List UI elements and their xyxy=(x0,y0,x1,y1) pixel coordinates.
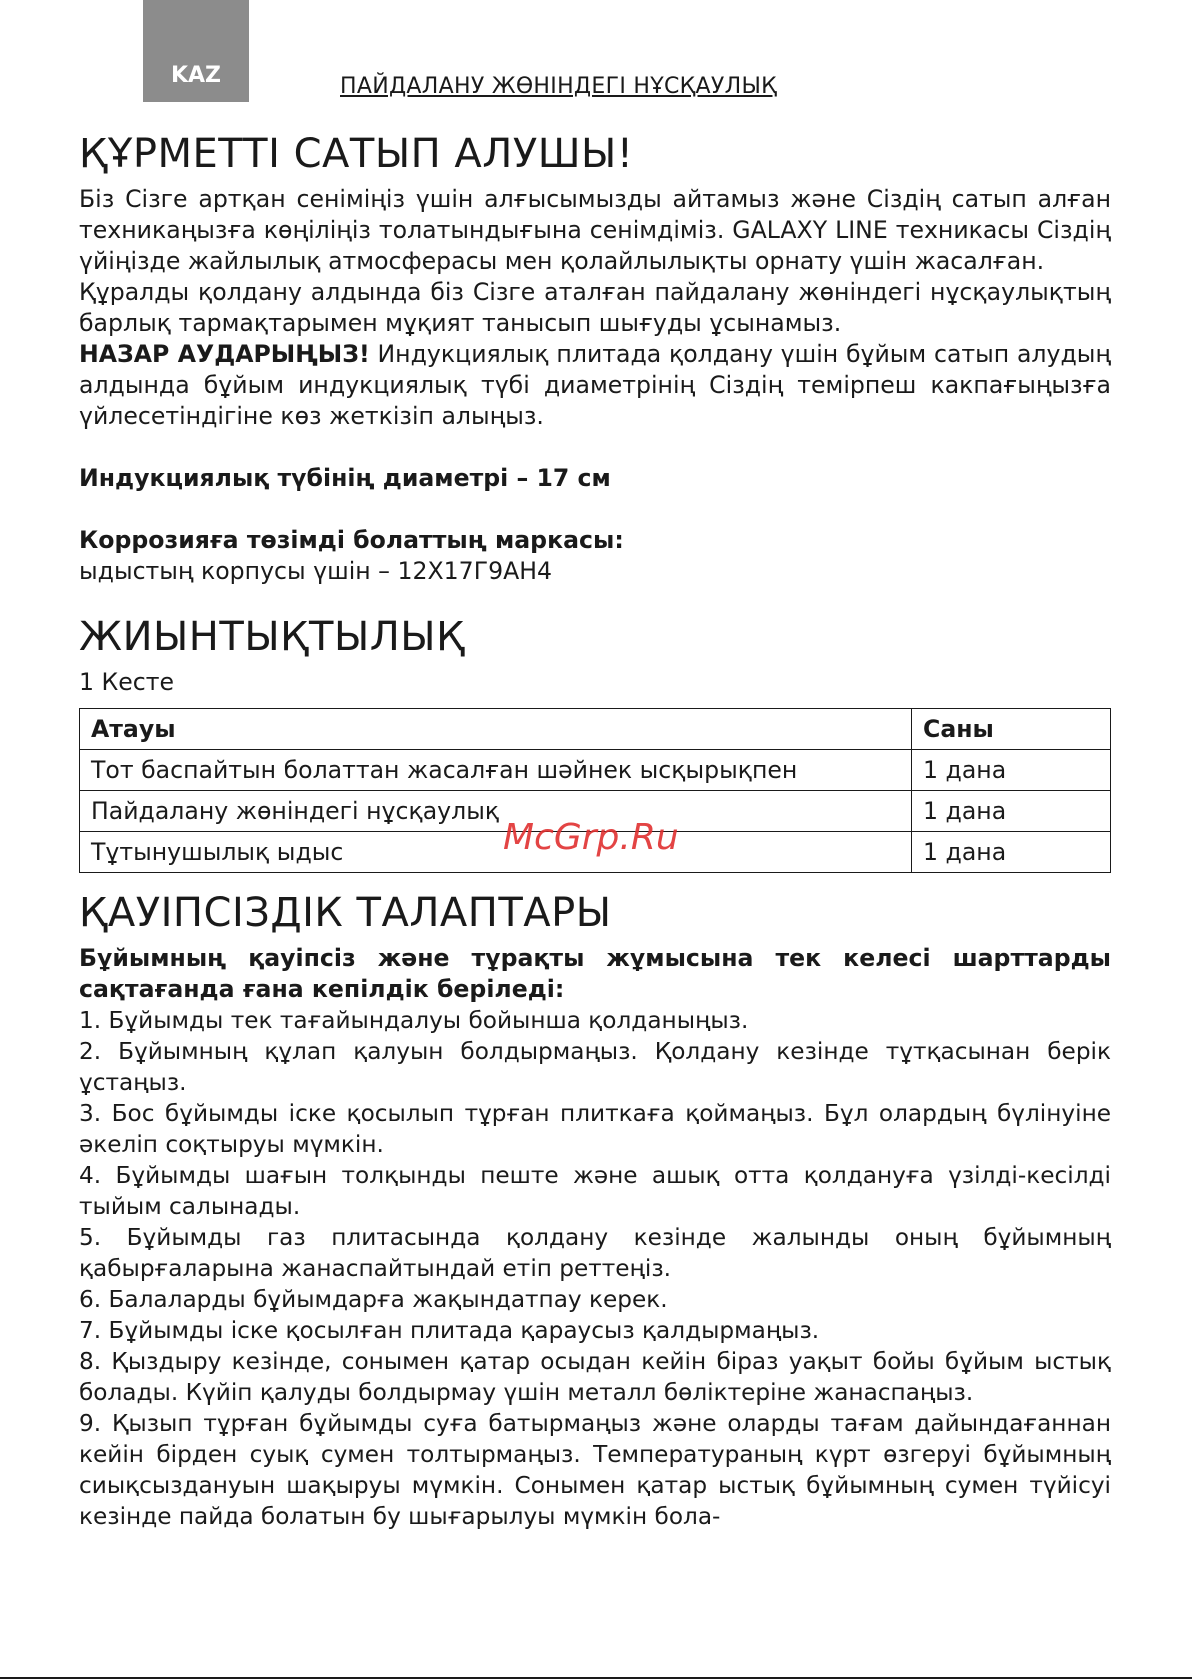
item-name: Тот баспайтын болаттан жасалған шәйнек ысқырықпен xyxy=(80,750,912,791)
list-item: 7. Бұйымды іске қосылған плитада қараусыз қалдырмаңыз. xyxy=(79,1317,820,1344)
item-quantity: 1 дана xyxy=(912,791,1111,832)
safety-heading: ҚАУІПСІЗДІК ТАЛАПТАРЫ xyxy=(79,890,612,936)
read-manual-paragraph: Құралды қолдану алдында біз Сізге аталған пайдалану жөніндегі нұсқаулықтың барлық тармақтарымен мұқият танысып шығуды ұсынамыз. xyxy=(79,278,1111,337)
item-name: Пайдалану жөніндегі нұсқаулық xyxy=(80,791,912,832)
greeting-heading: ҚҰРМЕТТІ САТЫП АЛУШЫ! xyxy=(79,131,634,177)
list-item: 2. Бұйымның құлап қалуын болдырмаңыз. Қолдану кезінде тұтқасынан берік ұстаңыз. xyxy=(79,1038,1111,1096)
list-item: 1. Бұйымды тек тағайындалуы бойынша қолданыңыз. xyxy=(79,1007,749,1034)
column-quantity-header: Саны xyxy=(912,709,1111,750)
item-quantity: 1 дана xyxy=(912,832,1111,873)
list-item: 9. Қызып тұрған бұйымды суға батырмаңыз және оларды тағам дайындағаннан кейін бірден суық сумен толтырмаңыз. Температураның күрт өзгеруі бұйымның сиықсыздануын шақыруы мүмкін. Сонымен қатар ыстық бұйымның сумен түйісуі кезінде пайда болатын бу шығарылуы мүмкін бола- xyxy=(79,1410,1111,1530)
list-item: 4. Бұйымды шағын толқынды пеште және ашық отта қолдануға үзілді-кесілді тыйым салынады. xyxy=(79,1162,1111,1220)
safety-lead: Бұйымның қауіпсіз және тұрақты жұмысына тек келесі шарттарды сақтағанда ғана кепілдік беріледі: xyxy=(79,944,1111,1003)
list-item: 6. Балаларды бұйымдарға жақындатпау керек. xyxy=(79,1286,668,1313)
page-content xyxy=(79,128,1111,1532)
language-code: KAZ xyxy=(170,63,222,88)
kit-heading: ЖИЫНТЫҚТЫЛЫҚ xyxy=(79,614,465,660)
list-item: 8. Қыздыру кезінде, сонымен қатар осыдан кейін біраз уақыт бойы бұйым ыстық болады. Күйіп қалуды болдырмау үшін металл бөліктеріне жанаспаңыз. xyxy=(79,1348,1111,1406)
table-row xyxy=(80,791,1111,832)
item-name: Тұтынушылық ыдыс xyxy=(80,832,912,873)
steel-grade-label: Коррозияға төзімді болаттың маркасы: xyxy=(79,526,624,554)
list-item: 5. Бұйымды газ плитасында қолдану кезінде жалынды оның бұйымның қабырғаларына жанаспайтындай етіп реттеңіз. xyxy=(79,1224,1111,1282)
attention-paragraph xyxy=(79,339,1111,432)
language-tab xyxy=(143,0,249,102)
safety-list xyxy=(79,1005,1111,1532)
steel-grade-value: ыдыстың корпусы үшін – 12Х17Г9АН4 xyxy=(79,557,552,585)
attention-label: НАЗАР АУДАРЫҢЫЗ! xyxy=(79,340,370,368)
item-quantity: 1 дана xyxy=(912,750,1111,791)
list-item: 3. Бос бұйымды іске қосылып тұрған плиткаға қоймаңыз. Бұл олардың бүлінуіне әкеліп соқтыруы мүмкін. xyxy=(79,1100,1111,1158)
document-title: ПАЙДАЛАНУ ЖӨНІНДЕГІ НҰСҚАУЛЫҚ xyxy=(340,74,778,99)
table-row xyxy=(80,750,1111,791)
kit-table xyxy=(79,708,1111,873)
column-name-header: Атауы xyxy=(80,709,912,750)
watermark: McGrp.Ru xyxy=(503,817,679,858)
table-header-row xyxy=(80,709,1111,750)
intro-paragraph: Біз Сізге артқан сеніміңіз үшін алғысымызды айтамыз және Сіздің сатып алған техникаңызға көңіліңіз толатындығына сенімдіміз. GALAXY LINE техникасы Сіздің үйіңізде жайлылық атмосферасы мен қолайлылықты орнату үшін жасалған. xyxy=(79,185,1111,275)
attention-text: Индукциялық плитада қолдану үшін бұйым сатып алудың алдында бұйым индукциялық түбі диаметрінің Сіздің темірпеш какпағыңызға үйлесетіндігіне көз жеткізіп алыңыз. xyxy=(79,340,1111,430)
table-row xyxy=(80,832,1111,873)
bottom-diameter: Индукциялық түбінің диаметрі – 17 см xyxy=(79,464,611,492)
table-caption: 1 Кесте xyxy=(79,668,175,696)
